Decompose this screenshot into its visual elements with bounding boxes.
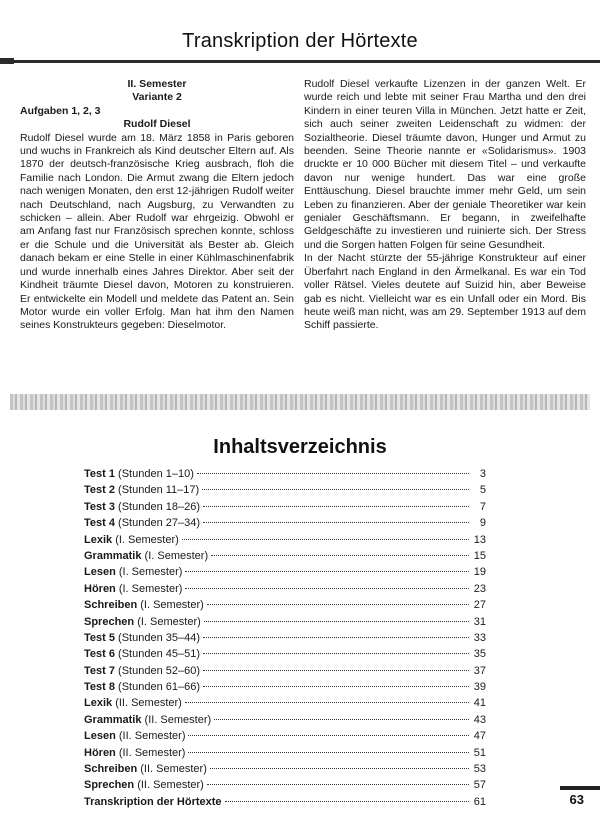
toc-entry-detail: (I. Semester) [112, 533, 179, 546]
toc-entry[interactable] [84, 630, 486, 646]
toc-entry[interactable] [84, 761, 486, 777]
toc-entry-title: Test 4 [84, 517, 115, 530]
left-column [20, 78, 294, 333]
toc-entry-title: Lesen [84, 730, 116, 743]
toc-entry[interactable] [84, 597, 486, 613]
toc-entry-title: Schreiben [84, 599, 138, 612]
toc-entry-page: 3 [479, 468, 486, 480]
toc-entry-label [84, 794, 222, 810]
toc-entry-detail: (Stunden 45–51) [114, 648, 200, 661]
toc-entry[interactable] [84, 466, 486, 482]
toc-entry-page: 37 [473, 664, 486, 677]
toc-entry-detail: (Stunden 27–34) [114, 517, 200, 530]
toc-entry-label [84, 630, 200, 646]
toc-entry-label [84, 597, 204, 613]
toc-entry-detail: (I. Semester) [141, 549, 209, 562]
toc-entry-page: 31 [473, 615, 486, 628]
toc-entry-label [84, 777, 204, 793]
toc-entry-title: Grammatik [84, 713, 142, 726]
toc-entry[interactable] [84, 679, 486, 695]
toc-entry-title: Lexik [84, 697, 113, 710]
toc-leader-dots [211, 555, 469, 556]
toc-entry-detail: (Stunden 18–26) [114, 500, 200, 513]
toc-entry[interactable] [84, 548, 486, 564]
toc-entry-label [84, 548, 208, 564]
aufgaben-label: Aufgaben 1, 2, 3 [20, 104, 101, 117]
toc-leader-dots [207, 604, 469, 605]
toc-leader-dots [214, 719, 469, 720]
toc-entry-page: 19 [473, 566, 486, 579]
toc-entry-page: 57 [473, 779, 486, 792]
toc-leader-dots [210, 768, 469, 769]
toc-entry-page: 15 [473, 549, 486, 562]
toc-entry-page: 13 [473, 533, 486, 546]
toc-entry-title: Hören [84, 746, 116, 759]
toc-entry-title: Test 5 [84, 631, 115, 644]
toc-entry[interactable] [84, 695, 486, 711]
toc-entry-page: 51 [473, 746, 486, 759]
toc-entry-label [84, 712, 211, 728]
toc-entry-page: 5 [479, 484, 486, 497]
toc-entry-label [84, 728, 185, 744]
toc-entry[interactable] [84, 515, 486, 531]
toc-entry-detail: (Stunden 11–17) [114, 484, 200, 497]
corner-bar [560, 786, 600, 790]
toc-entry[interactable] [84, 482, 486, 498]
toc-entry[interactable] [84, 564, 486, 580]
toc-entry-detail: (Stunden 52–60) [114, 664, 200, 677]
toc-entry[interactable] [84, 614, 486, 630]
toc-entry-title: Grammatik [84, 549, 142, 562]
right-paragraph-1: Rudolf Diesel verkaufte Lizenzen in der ganzen Welt. Er wurde reich und lebte mit seiner Frau Martha und den drei Kindern in einer teuren Villa in München. Jetzt hatte er Zeit, sich auch seiner zweiten Leidenschaft zu widmen: der Sozialtheorie. Diesel träumte davon, Hunger und Armut zu beenden. Seine Theorie nannte er «Solidarismus». 1903 druckte er 10 000 Bücher mit diesem Titel – und verkaufte davon nur wenige hundert. Das war eine große Enttäuschung. Diesel brauchte immer mehr Geld, um sein Leben zu finanzieren. Aber der geniale Theoretiker war kein genialer Geschäftsmann. Er begann, in zweifelhafte Geldgeschäfte zu investieren und ruinierte sich. Der Stress und die Sorgen hatten Folgen für seine Gesundheit. [304, 78, 586, 251]
page-header-title: Transkription der Hörtexte [182, 30, 418, 52]
toc-entry-label [84, 695, 182, 711]
header-rule [0, 60, 600, 63]
toc-entry-title: Sprechen [84, 615, 135, 628]
toc-entry-detail: (II. Semester) [141, 713, 212, 726]
toc-entry-title: Schreiben [84, 763, 138, 776]
toc-entry-page: 43 [473, 713, 486, 726]
toc-entry[interactable] [84, 499, 486, 515]
toc-entry-detail: (II. Semester) [112, 697, 182, 710]
toc-entry-detail: (Stunden 61–66) [114, 681, 200, 694]
toc-entry-title: Lesen [84, 566, 116, 579]
toc-entry-title: Hören [84, 582, 116, 595]
page-number: 63 [569, 792, 584, 807]
toc-entry[interactable] [84, 794, 486, 810]
toc-leader-dots [207, 784, 469, 785]
toc-entry-title: Test 1 [84, 468, 115, 480]
toc-entry-title: Transkription der Hörtexte [84, 795, 222, 808]
variante-label: Variante 2 [132, 91, 182, 104]
toc-entry[interactable] [84, 581, 486, 597]
toc-entry-label [84, 745, 185, 761]
toc-entry-title: Test 7 [84, 664, 115, 677]
toc-entry-detail: (I. Semester) [134, 615, 201, 628]
toc-entry-label [84, 466, 194, 482]
toc-leader-dots [185, 588, 469, 589]
toc-entry[interactable] [84, 712, 486, 728]
toc-entry[interactable] [84, 532, 486, 548]
toc-list [84, 466, 486, 810]
toc-entry[interactable] [84, 646, 486, 662]
toc-entry-detail: (Stunden 35–44) [114, 631, 200, 644]
toc-entry-page: 35 [473, 648, 486, 661]
toc-entry-page: 41 [473, 697, 486, 710]
toc-entry-label [84, 499, 200, 515]
toc-entry-label [84, 663, 200, 679]
toc-entry-page: 23 [473, 582, 486, 595]
toc-entry-page: 27 [473, 599, 486, 612]
section-divider [10, 394, 590, 410]
toc-leader-dots [188, 752, 469, 753]
toc-entry-detail: (II. Semester) [115, 730, 186, 743]
toc-entry-label [84, 482, 199, 498]
toc-entry-label [84, 532, 179, 548]
toc-leader-dots [203, 670, 469, 671]
header-rule-cap [0, 58, 14, 64]
toc-entry-title: Test 8 [84, 681, 115, 694]
toc-entry-label [84, 515, 200, 531]
toc-entry-detail: (II. Semester) [137, 763, 207, 776]
toc-entry-page: 61 [473, 795, 486, 808]
toc-leader-dots [188, 735, 469, 736]
toc-entry-label [84, 679, 200, 695]
toc-entry-page: 33 [473, 631, 486, 644]
toc-leader-dots [203, 653, 469, 654]
toc-entry-page: 47 [473, 730, 486, 743]
toc-entry-title: Sprechen [84, 779, 135, 792]
toc-entry-detail: (Stunden 1–10) [114, 468, 194, 480]
toc-leader-dots [182, 539, 469, 540]
toc-entry[interactable] [84, 728, 486, 744]
toc-entry-detail: (II. Semester) [134, 779, 204, 792]
toc-entry[interactable] [84, 745, 486, 761]
left-paragraph: Rudolf Diesel wurde am 18. März 1858 in Paris geboren und wuchs in Frankreich als Kind deutscher Eltern auf. Als 1870 der deutsch-französische Krieg ausbrach, floh die Familie nach London. Die Armut zwang die Eltern jedoch nach wenigen Monaten, den erst 12-jährigen Rudolf weiter nach Deutschland, nach Augsburg, zu Verwandten zu schicken – allein. Aber Rudolf war ehrgeizig. Obwohl er am Anfang fast nur Französisch sprechen konnte, schloss er die Schule und die Universität als Bester ab. Gleich danach bekam er eine Stelle in einer Kühlmaschinenfabrik und wurde innerhalb eines Jahres Direktor. Aber seit der Kindheit träumte Diesel davon, Motoren zu konstruieren. Er entwickelte ein Modell und meldete das Patent an. Sein Motor wurde ein voller Erfolg. Man hat ihm den Namen seines Konstrukteurs gegeben: Dieselmotor. [20, 131, 294, 332]
semester-label: II. Semester [127, 78, 187, 90]
toc-entry-detail: (I. Semester) [115, 582, 183, 595]
toc-entry-title: Test 6 [84, 648, 115, 661]
toc-leader-dots [197, 473, 469, 474]
toc-entry-page: 39 [473, 681, 486, 694]
section-heading: Rudolf Diesel [123, 118, 191, 131]
toc-entry-label [84, 761, 207, 777]
toc-entry-page: 9 [479, 517, 486, 530]
toc-leader-dots [204, 621, 469, 622]
toc-leader-dots [203, 506, 469, 507]
toc-entry-title: Lexik [84, 533, 113, 546]
toc-leader-dots [202, 489, 469, 490]
toc-entry-page: 7 [479, 500, 486, 513]
toc-entry-detail: (I. Semester) [137, 599, 204, 612]
toc-entry-detail: (II. Semester) [115, 746, 186, 759]
toc-entry[interactable] [84, 777, 486, 793]
right-column [304, 78, 586, 333]
toc-title: Inhaltsverzeichnis [213, 436, 387, 458]
toc-entry-label [84, 564, 182, 580]
toc-entry-title: Test 2 [84, 484, 115, 497]
toc-leader-dots [225, 801, 469, 802]
toc-leader-dots [185, 702, 469, 703]
toc-entry-label [84, 646, 200, 662]
toc-entry-label [84, 581, 182, 597]
toc-entry-detail: (I. Semester) [115, 566, 183, 579]
toc-entry[interactable] [84, 663, 486, 679]
toc-entry-label [84, 614, 201, 630]
toc-leader-dots [203, 686, 469, 687]
toc-leader-dots [185, 571, 469, 572]
toc-leader-dots [203, 522, 469, 523]
right-paragraph-2: In der Nacht stürzte der 55-jährige Konstrukteur auf einer Überfahrt nach England in den Ärmelkanal. Es war ein Tod voller Rätsel. Vieles deutete auf Suizid hin, aber Beweise gab es nicht. Vielleicht war es ein Unfall oder ein Mord. Bis heute weiß man nicht, was am 29. September 1913 auf dem Schiff passierte. [304, 252, 586, 332]
toc-entry-title: Test 3 [84, 500, 115, 513]
toc-leader-dots [203, 637, 469, 638]
toc-entry-page: 53 [473, 763, 486, 776]
